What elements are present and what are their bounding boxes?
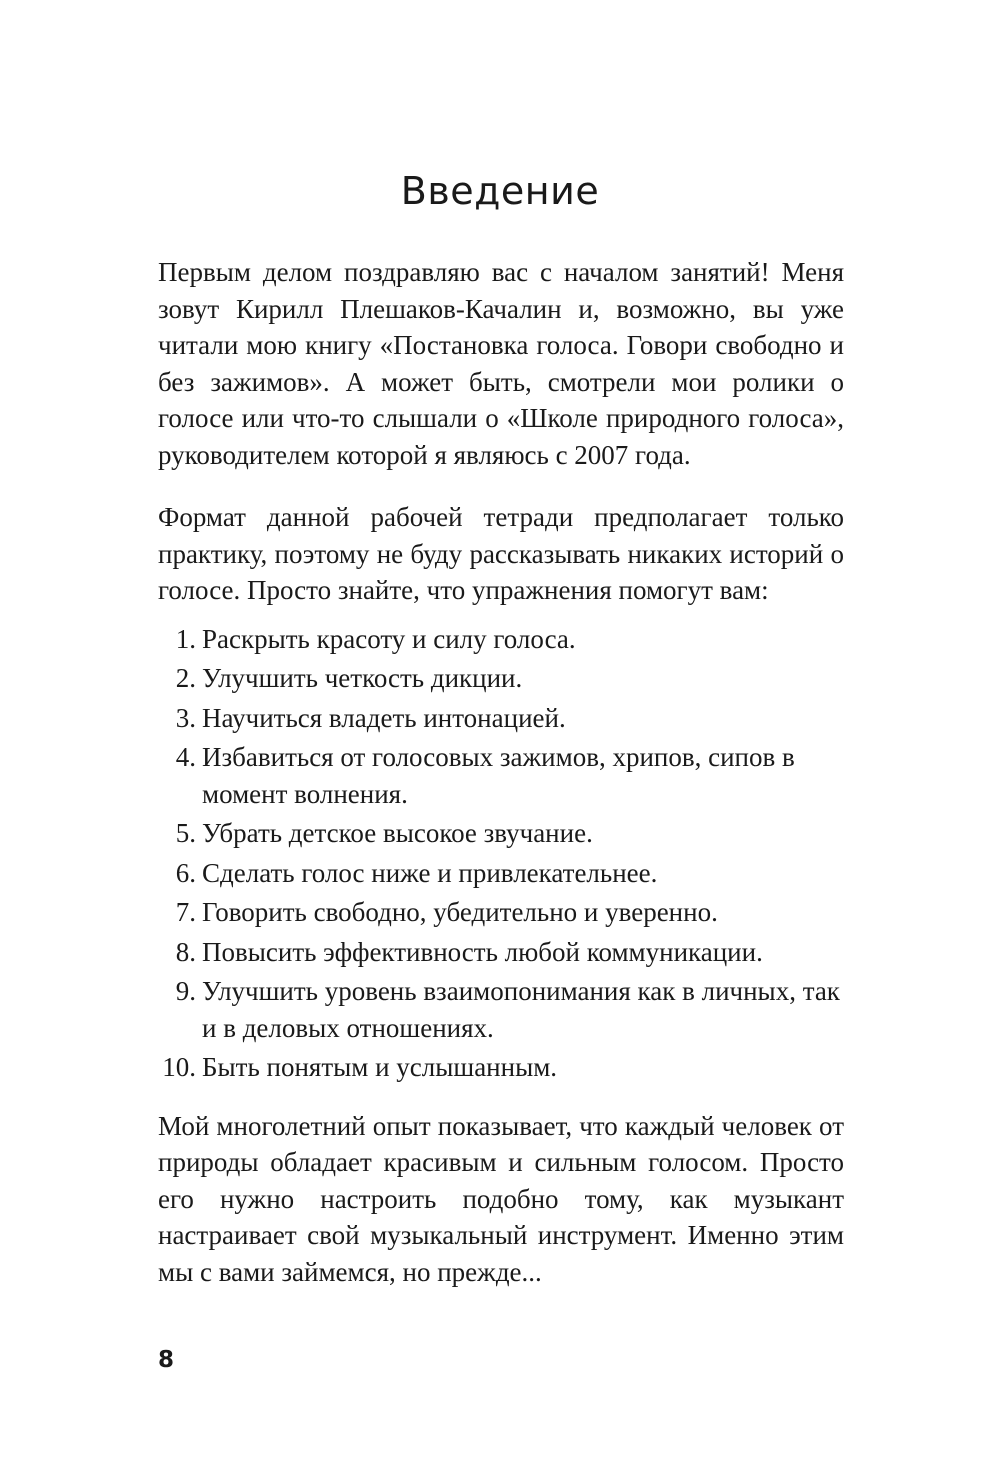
list-item-text: Повысить эффективность любой коммуникации.	[202, 936, 763, 967]
list-item	[158, 934, 844, 971]
list-item-number: 5.	[175, 818, 196, 848]
list-item-text: Быть понятым и услышанным.	[202, 1052, 558, 1082]
list-item	[158, 815, 844, 852]
closing-paragraph: Мой многолетний опыт показывает, что каждый человек от природы обладает красивым и сильным голосом. Просто его нужно настроить подобно тому, как музыкант настраивает свой музыкальный инструмент. Именно этим мы с вами займемся, но прежде...	[158, 1110, 844, 1287]
list-item	[158, 973, 844, 1046]
list-item-number: 2.	[175, 663, 196, 693]
list-item	[158, 894, 844, 931]
list-item-text: Улучшить четкость дикции.	[202, 663, 523, 693]
list-item-number: 10.	[162, 1052, 196, 1082]
list-item-number: 7.	[175, 897, 196, 927]
format-paragraph: Формат данной рабочей тетради предполагает только практику, поэтому не буду рассказывать никаких историй о голосе. Просто знайте, что упражнения помогут вам:	[158, 502, 844, 605]
list-item	[158, 660, 844, 697]
page-number: 8	[158, 1347, 175, 1373]
list-item-text: Раскрыть красоту и силу голоса.	[202, 623, 576, 654]
list-item-text: Научиться владеть интонацией.	[202, 702, 566, 733]
list-item-number: 9.	[175, 976, 196, 1006]
list-item	[158, 739, 844, 812]
chapter-title: Введение	[400, 169, 600, 213]
list-item-text: Сделать голос ниже и привлекательнее.	[202, 857, 658, 888]
list-item	[158, 621, 844, 658]
list-item	[158, 855, 844, 892]
list-item-text: Улучшить уровень взаимопонимания как в личных, так и в деловых отношениях.	[202, 976, 840, 1043]
list-item-text: Избавиться от голосовых зажимов, хрипов, сипов в момент волнения.	[202, 742, 795, 809]
list-item	[158, 1049, 844, 1086]
chapter-body	[158, 254, 844, 1290]
list-item-text: Убрать детское высокое звучание.	[202, 818, 593, 848]
benefits-list	[158, 621, 844, 1086]
list-item-number: 6.	[175, 857, 196, 888]
list-item-number: 4.	[175, 742, 196, 772]
list-item	[158, 700, 844, 737]
intro-paragraph: Первым делом поздравляю вас с началом занятий! Меня зовут Кирилл Плешаков-Качалин и, возможно, вы уже читали мою книгу «Постановка голоса. Говори свободно и без зажимов». А может быть, смотрели мои ролики о голосе или что-то слышали о «Школе природного голоса», руководителем которой я являюсь с 2007 года.	[158, 257, 844, 470]
list-item-text: Говорить свободно, убедительно и уверенно.	[202, 897, 718, 927]
list-item-number: 3.	[175, 702, 196, 733]
list-item-number: 8.	[175, 936, 196, 967]
list-item-number: 1.	[175, 623, 196, 654]
